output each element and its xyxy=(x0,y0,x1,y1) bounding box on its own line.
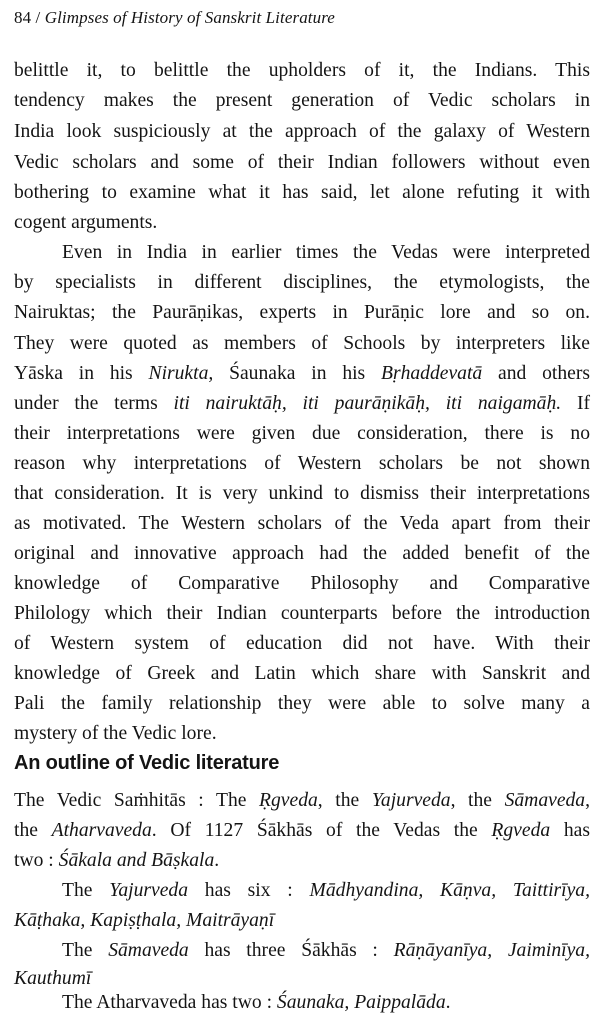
text-line: of Western system of education did not have. With their xyxy=(14,633,590,654)
italic-term: Sāmaveda xyxy=(108,940,189,961)
text-run: The Vedic Saṁhitās : The xyxy=(14,790,260,811)
italic-term: Ṛgveda xyxy=(491,820,551,841)
italic-term: Śaunaka, Paippalāda xyxy=(276,992,446,1013)
text-line: bothering to examine what it has said, let alone refuting it with xyxy=(14,182,590,203)
text-run: Śaunaka in his xyxy=(213,363,381,384)
italic-term: Bṛhaddevatā xyxy=(380,363,483,384)
text-line: Philology which their Indian counterparts before the introduction xyxy=(14,603,590,624)
text-line: tendency makes the present generation of Vedic scholars in xyxy=(14,90,590,111)
text-run: the xyxy=(14,820,52,841)
text-line xyxy=(62,990,590,1016)
italic-term: Kauthumī xyxy=(14,968,92,989)
text-run: two : xyxy=(14,850,59,871)
text-line xyxy=(14,361,590,387)
text-run: If xyxy=(561,393,590,414)
text-line: reason why interpretations of Western scholars be not shown xyxy=(14,453,590,474)
text-line xyxy=(62,878,590,904)
text-line: cogent arguments. xyxy=(14,212,158,233)
text-line: Nairuktas; the Paurāṇikas, experts in Purāṇic lore and so on. xyxy=(14,302,590,323)
text-run: has three Śākhās : xyxy=(188,940,394,961)
text-line: knowledge of Comparative Philosophy and Comparative xyxy=(14,573,590,594)
page-number: 84 xyxy=(14,8,32,27)
text-run: . xyxy=(445,992,451,1013)
italic-term: iti nairuktāḥ, iti paurāṇikāḥ, iti naigamāḥ. xyxy=(173,393,562,414)
text-line xyxy=(62,938,590,964)
italic-term: Sāmaveda xyxy=(504,790,586,811)
text-line: Even in India in earlier times the Vedas were interpreted xyxy=(62,242,590,263)
italic-term: Śākala and Bāṣkala xyxy=(58,850,215,871)
text-line: their interpretations were given due consideration, there is no xyxy=(14,423,590,444)
text-line: knowledge of Greek and Latin which share with Sanskrit and xyxy=(14,663,590,684)
text-line: mystery of the Vedic lore. xyxy=(14,723,217,744)
text-run: has six : xyxy=(188,880,310,901)
text-run: Yāska in his xyxy=(14,363,149,384)
section-heading: An outline of Vedic literature xyxy=(14,752,280,774)
header-separator: / xyxy=(31,8,45,27)
text-line: by specialists in different disciplines, the etymologists, the xyxy=(14,272,590,293)
italic-term: Kāṭhaka, Kapiṣṭhala, Maitrāyaṇī xyxy=(14,910,275,931)
text-line xyxy=(14,848,590,874)
text-line: They were quoted as members of Schools by interpreters like xyxy=(14,333,590,354)
text-run: . Of 1127 Śākhās of the Vedas the xyxy=(151,820,492,841)
running-header xyxy=(14,8,335,28)
text-line: that consideration. It is very unkind to dismiss their interpretations xyxy=(14,483,590,504)
text-line: original and innovative approach had the added benefit of the xyxy=(14,543,590,564)
italic-term: Rāṇāyanīya, Jaiminīya, xyxy=(393,940,590,961)
text-line: as motivated. The Western scholars of the Veda apart from their xyxy=(14,513,590,534)
text-run: under the terms xyxy=(14,393,174,414)
book-title: Glimpses of History of Sanskrit Literature xyxy=(44,8,335,27)
text-line: India look suspiciously at the approach of the galaxy of Western xyxy=(14,121,590,142)
text-run: The xyxy=(62,880,110,901)
italic-term: Nirukta, xyxy=(148,363,214,384)
text-line xyxy=(14,788,590,814)
text-run: , the xyxy=(317,790,372,811)
text-line xyxy=(14,818,590,844)
text-line xyxy=(14,391,590,417)
text-line: belittle it, to belittle the upholders of it, the Indians. This xyxy=(14,60,590,81)
text-line xyxy=(14,966,590,992)
italic-term: Ṛgveda xyxy=(259,790,318,811)
text-run: and others xyxy=(482,363,590,384)
text-run: The xyxy=(62,940,109,961)
text-line xyxy=(14,908,590,934)
text-run: . xyxy=(214,850,220,871)
italic-term: Mādhyandina, Kāṇva, Taittirīya, xyxy=(309,880,590,901)
text-run: , the xyxy=(450,790,505,811)
text-run: , xyxy=(585,790,591,811)
italic-term: Atharvaveda xyxy=(51,820,152,841)
text-line: Pali the family relationship they were able to solve many a xyxy=(14,693,590,714)
italic-term: Yajurveda xyxy=(371,790,451,811)
text-run: The Atharvaveda has two : xyxy=(62,992,277,1013)
italic-term: Yajurveda xyxy=(109,880,188,901)
text-line: Vedic scholars and some of their Indian followers without even xyxy=(14,152,590,173)
text-run: has xyxy=(550,820,590,841)
